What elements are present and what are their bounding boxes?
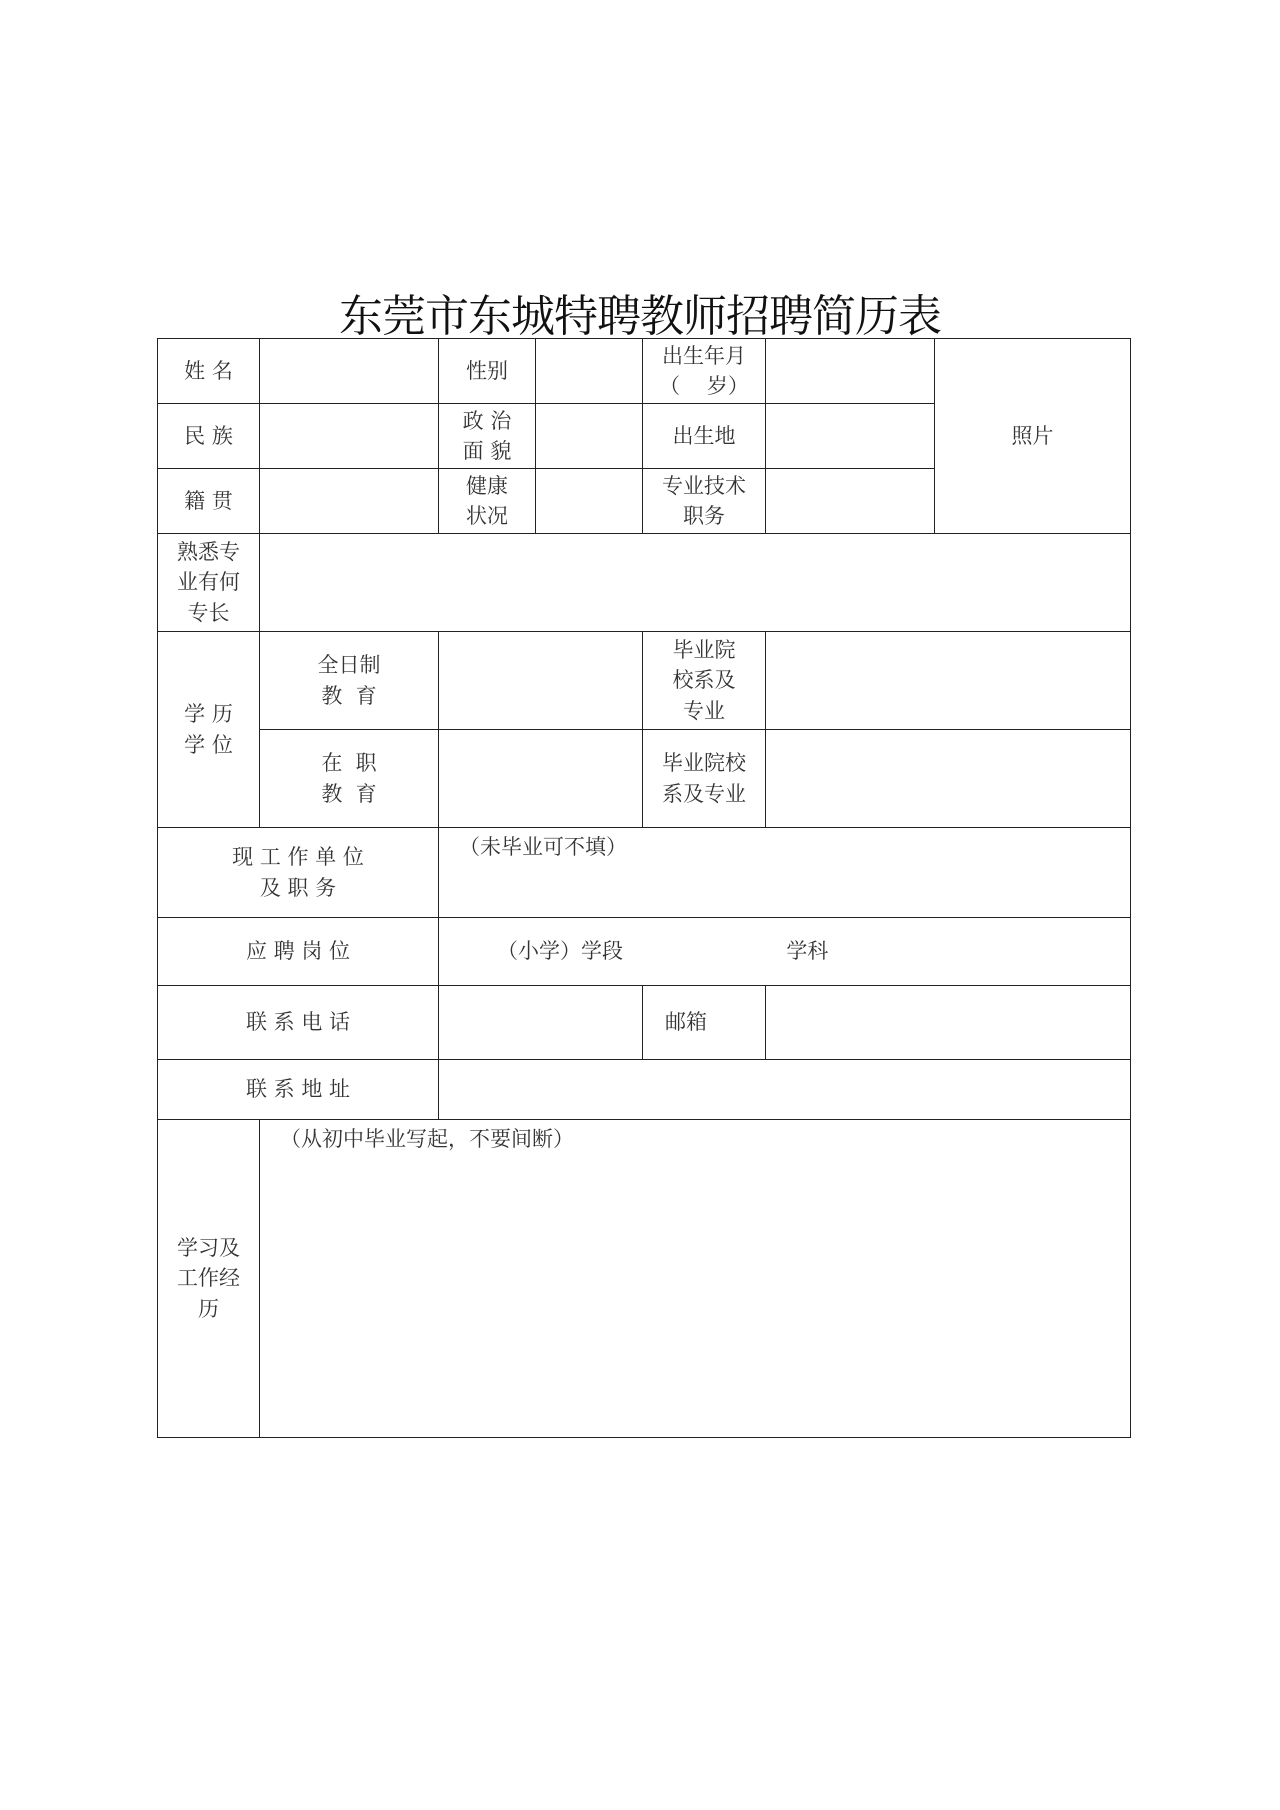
education-label: 学 历 学 位 xyxy=(158,632,260,828)
history-note: （从初中毕业写起，不要间断） xyxy=(280,1127,574,1151)
fulltime-graduate-school-label: 毕业院 校系及 专业 xyxy=(643,632,766,730)
ethnicity-label: 民 族 xyxy=(158,404,260,469)
email-label: 邮箱 xyxy=(643,986,766,1060)
political-field[interactable] xyxy=(536,404,643,469)
birthplace-field[interactable] xyxy=(766,404,935,469)
history-field[interactable] xyxy=(260,1120,1131,1438)
inservice-education-label: 在 职 教 育 xyxy=(260,730,439,828)
health-label: 健康 状况 xyxy=(439,469,536,534)
photo-box[interactable]: 照片 xyxy=(935,339,1131,534)
inservice-education-field[interactable] xyxy=(439,730,643,828)
email-field[interactable] xyxy=(766,986,1131,1060)
phone-field[interactable] xyxy=(439,986,643,1060)
work-unit-field[interactable] xyxy=(439,828,1131,918)
professional-title-label: 专业技术 职务 xyxy=(643,469,766,534)
birthplace-label: 出生地 xyxy=(643,404,766,469)
fulltime-education-field[interactable] xyxy=(439,632,643,730)
birth-label: 出生年月 （ 岁） xyxy=(643,339,766,404)
gender-label: 性别 xyxy=(439,339,536,404)
specialty-field[interactable] xyxy=(260,534,1131,632)
address-label: 联 系 地 址 xyxy=(158,1060,439,1120)
ethnicity-field[interactable] xyxy=(260,404,439,469)
position-stage-label: （小学）学段 xyxy=(497,939,623,964)
phone-label: 联 系 电 话 xyxy=(158,986,439,1060)
professional-title-field[interactable] xyxy=(766,469,935,534)
native-place-field[interactable] xyxy=(260,469,439,534)
position-subject-label: 学科 xyxy=(786,939,829,964)
birth-field[interactable] xyxy=(766,339,935,404)
gender-field[interactable] xyxy=(536,339,643,404)
fulltime-education-label: 全日制 教 育 xyxy=(260,632,439,730)
work-unit-label: 现 工 作 单 位 及 职 务 xyxy=(158,828,439,918)
page-title: 东莞市东城特聘教师招聘简历表 xyxy=(339,291,941,342)
fulltime-graduate-school-field[interactable] xyxy=(766,632,1131,730)
address-field[interactable] xyxy=(439,1060,1131,1120)
name-label: 姓 名 xyxy=(158,339,260,404)
work-unit-note: （未毕业可不填） xyxy=(459,835,627,859)
political-label: 政 治 面 貌 xyxy=(439,404,536,469)
resume-form-table xyxy=(157,338,1131,1438)
health-field[interactable] xyxy=(536,469,643,534)
position-field[interactable] xyxy=(439,918,1131,986)
inservice-graduate-school-field[interactable] xyxy=(766,730,1131,828)
native-place-label: 籍 贯 xyxy=(158,469,260,534)
history-label: 学习及 工作经 历 xyxy=(158,1120,260,1438)
position-label: 应 聘 岗 位 xyxy=(158,918,439,986)
name-field[interactable] xyxy=(260,339,439,404)
inservice-graduate-school-label: 毕业院校 系及专业 xyxy=(643,730,766,828)
specialty-label: 熟悉专 业有何 专长 xyxy=(158,534,260,632)
